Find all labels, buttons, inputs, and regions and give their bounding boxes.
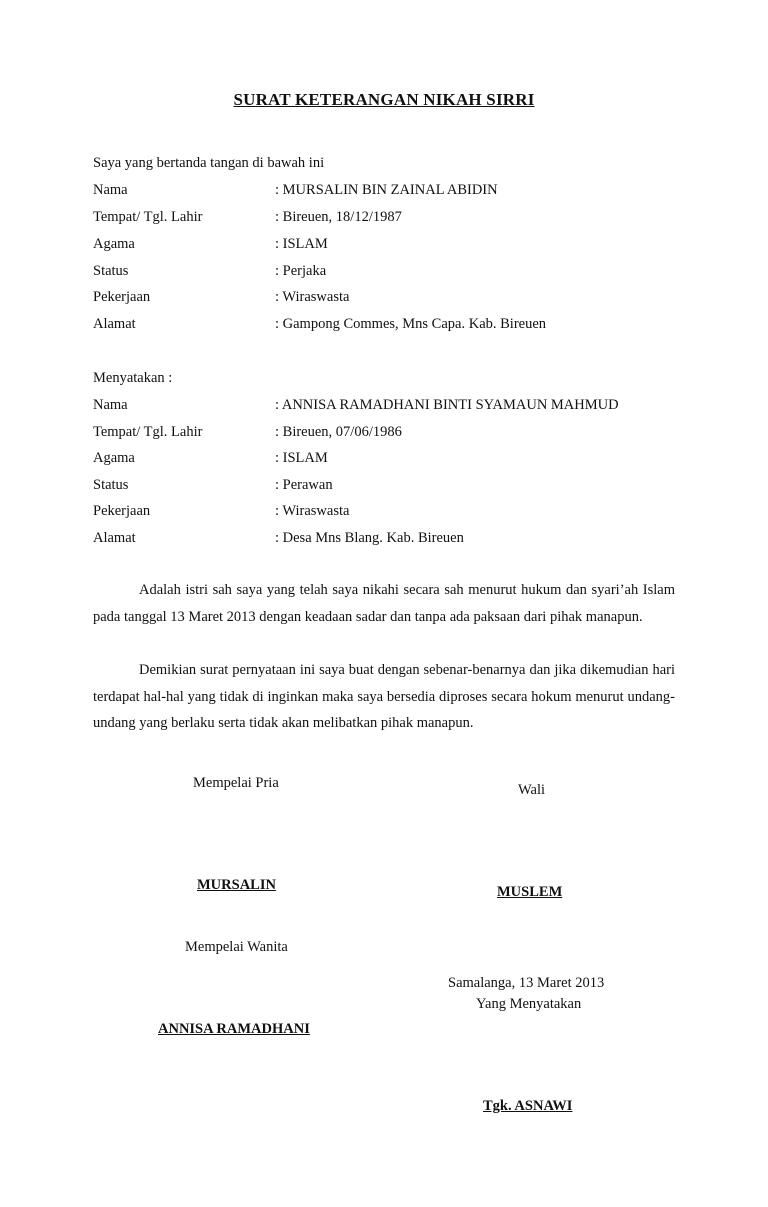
field-label: Alamat (93, 316, 136, 332)
field-value: : Gampong Commes, Mns Capa. Kab. Bireuen (275, 316, 547, 332)
statement-paragraph-2: Demikian surat pernyataan ini saya buat dengan sebenar-benarnya dan jika dikemudian hari terdapat hal-hal yang tidak di inginkan maka saya bersedia diproses secara hokum menurut undang-undang yang berlaku serta tidak akan melibatkan pihak manapun. (93, 662, 675, 731)
field-value: : ISLAM (275, 236, 328, 252)
declarer-signature-name: Tgk. ASNAWI (483, 1098, 573, 1114)
field-label: Alamat (93, 530, 136, 546)
field-value: : ISLAM (275, 450, 328, 466)
place-date: Samalanga, 13 Maret 2013 (448, 975, 605, 991)
field-label: Agama (93, 236, 135, 252)
field-value: : Wiraswasta (275, 503, 350, 519)
field-value: : Wiraswasta (275, 289, 350, 305)
field-label: Pekerjaan (93, 503, 151, 519)
document-title: SURAT KETERANGAN NIKAH SIRRI (233, 90, 535, 109)
field-value: : Perawan (275, 477, 333, 493)
statement-paragraph-1: Adalah istri sah saya yang telah saya nikahi secara sah menurut hukum dan syari’ah Islam pada tanggal 13 Maret 2013 dengan keadaan sadar dan tanpa ada paksaan dari pihak manapun. (93, 582, 675, 625)
field-value: : Bireuen, 18/12/1987 (275, 209, 402, 225)
declarer-title: Yang Menyatakan (476, 996, 582, 1012)
wali-signature-title: Wali (518, 782, 546, 798)
field-value: : Perjaka (275, 263, 327, 279)
groom-signature-title: Mempelai Pria (193, 775, 279, 791)
bride-signature-name: ANNISA RAMADHANI (158, 1021, 310, 1037)
field-label: Status (93, 263, 129, 279)
field-value: : ANNISA RAMADHANI BINTI SYAMAUN MAHMUD (275, 397, 619, 413)
field-label: Nama (93, 397, 128, 413)
field-label: Nama (93, 182, 128, 198)
intro-text: Saya yang bertanda tangan di bawah ini (93, 155, 325, 171)
field-label: Tempat/ Tgl. Lahir (93, 424, 203, 440)
field-label: Status (93, 477, 129, 493)
wali-signature-name: MUSLEM (497, 884, 563, 900)
field-value: : MURSALIN BIN ZAINAL ABIDIN (275, 182, 498, 198)
bride-signature-title: Mempelai Wanita (185, 939, 288, 955)
field-value: : Desa Mns Blang. Kab. Bireuen (275, 530, 464, 546)
groom-signature-name: MURSALIN (197, 877, 276, 893)
declares-text: Menyatakan : (93, 370, 173, 386)
field-label: Pekerjaan (93, 289, 151, 305)
field-label: Tempat/ Tgl. Lahir (93, 209, 203, 225)
field-value: : Bireuen, 07/06/1986 (275, 424, 402, 440)
field-label: Agama (93, 450, 135, 466)
